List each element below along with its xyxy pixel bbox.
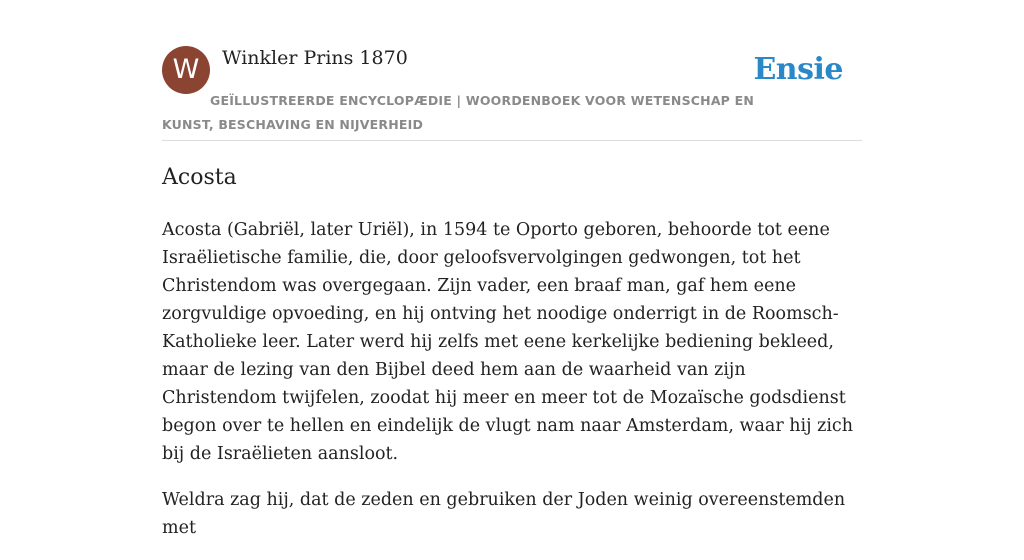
article-paragraph: Weldra zag hij, dat de zeden en gebruiken der Joden weinig overeenstemden met — [162, 490, 846, 538]
article-paragraph: Acosta (Gabriël, later Uriël), in 1594 te Oporto geboren, behoorde tot eene Israëlietische familie, die, door geloofsvervolgingen gedwongen, tot het Christendom was overgegaan. Zijn vader, een braaf man, gaf hem eene zorgvuldige opvoeding, en hij ontving het noodige onderrigt in de Roomsch-Katholieke leer. Later werd hij zelfs met eene kerkelijke bediening bekleed, maar de lezing van den Bijbel deed hem aan de waarheid van zijn Christendom twijfelen, zoodat hij meer en meer tot de Mozaïsche godsdienst begon over te hellen en eindelijk de vlugt nam naar Amsterdam, waar hij zich bij de Israëlieten aansloot. — [162, 220, 854, 464]
header — [162, 46, 862, 141]
article-title: Acosta — [162, 165, 237, 190]
source-subtitle: GEÏLLUSTREERDE ENCYCLOPÆDIE | WOORDENBOEK VOOR WETENSCHAP EN KUNST, BESCHAVING EN NIJVERHEID — [162, 93, 755, 132]
source-avatar[interactable]: W — [162, 46, 210, 94]
source-title[interactable]: Winkler Prins 1870 — [222, 47, 408, 69]
article-body — [162, 216, 862, 560]
ensie-logo[interactable]: Ensie — [753, 52, 843, 87]
